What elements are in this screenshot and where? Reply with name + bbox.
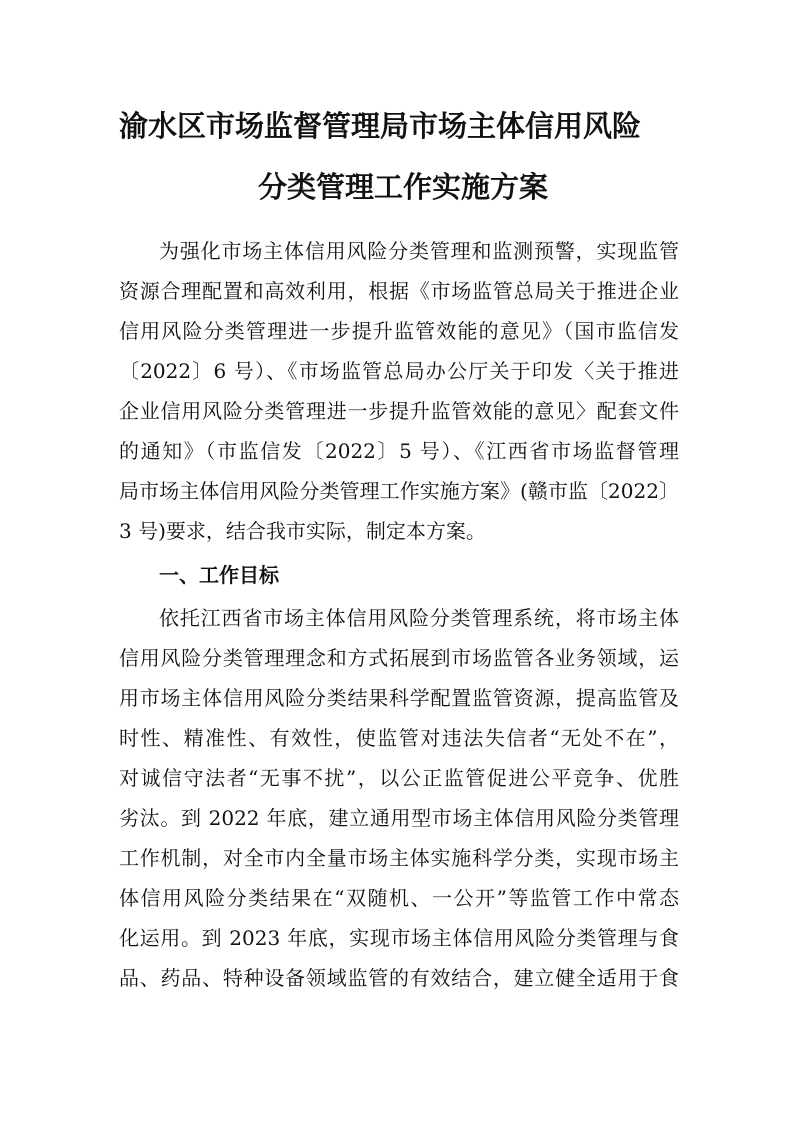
- goals-line-8: 体信用风险分类结果在“双随机、一公开”等监管工作中常态: [119, 886, 679, 910]
- intro-line-5: 企业信用风险分类管理进一步提升监管效能的意见〉配套文件: [119, 399, 679, 423]
- goals-line-7: 工作机制，对全市内全量市场主体实施科学分类，实现市场主: [119, 846, 679, 870]
- goals-line-2: 信用风险分类管理理念和方式拓展到市场监管各业务领域，运: [119, 646, 679, 670]
- goals-line-6: 劣汰。到 2022 年底，建立通用型市场主体信用风险分类管理: [119, 806, 679, 830]
- goals-line-3: 用市场主体信用风险分类结果科学配置监管资源，提高监管及: [119, 686, 679, 710]
- goals-line-10: 品、药品、特种设备领域监管的有效结合，建立健全适用于食: [119, 966, 679, 990]
- intro-line-7: 局市场主体信用风险分类管理工作实施方案》(赣市监〔2022〕: [119, 479, 679, 503]
- goals-line-9: 化运用。到 2023 年底，实现市场主体信用风险分类管理与食: [119, 926, 679, 950]
- document-title-line-1: 渝水区市场监督管理局市场主体信用风险: [119, 109, 642, 143]
- intro-line-1: 为强化市场主体信用风险分类管理和监测预警，实现监管: [159, 239, 679, 263]
- intro-line-4: 〔2022〕6 号）、《市场监管总局办公厅关于印发〈关于推进: [119, 359, 679, 383]
- goals-line-5: 对诚信守法者“无事不扰”，以公正监管促进公平竞争、优胜: [119, 766, 679, 790]
- section-heading-goals: 一、工作目标: [159, 563, 279, 587]
- goals-line-1: 依托江西省市场主体信用风险分类管理系统，将市场主体: [159, 606, 679, 630]
- intro-line-2: 资源合理配置和高效利用，根据《市场监管总局关于推进企业: [119, 279, 679, 303]
- intro-line-3: 信用风险分类管理进一步提升监管效能的意见》（国市监信发: [119, 319, 679, 343]
- document-title-line-2: 分类管理工作实施方案: [258, 170, 549, 204]
- goals-line-4: 时性、精准性、有效性，使监管对违法失信者“无处不在”，: [119, 726, 679, 750]
- intro-line-8: 3 号)要求，结合我市实际，制定本方案。: [119, 519, 486, 543]
- intro-line-6: 的通知》（市监信发〔2022〕5 号）、《江西省市场监督管理: [119, 439, 679, 463]
